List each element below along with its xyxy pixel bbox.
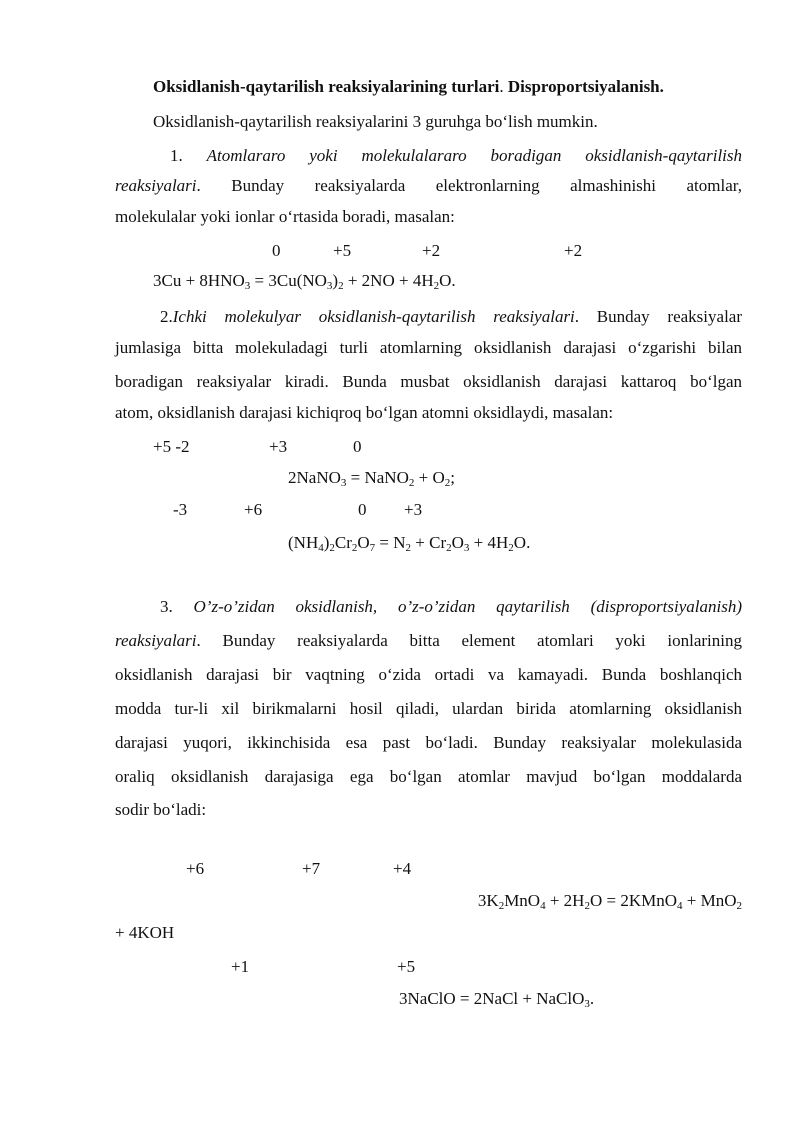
eq4-sub: 2 bbox=[498, 900, 505, 912]
section2-line1 bbox=[160, 307, 742, 327]
section3-heading-b: reaksiyalari bbox=[115, 631, 197, 650]
eq4-sub: 4 bbox=[540, 900, 546, 912]
section3-number: 3. bbox=[160, 597, 194, 616]
eq2-sub: 2 bbox=[408, 477, 415, 489]
title-part2: Disproportsiyalanish. bbox=[507, 77, 664, 96]
eq3-sub: 2 bbox=[446, 542, 452, 554]
eq3-sub: 4 bbox=[318, 542, 324, 554]
eq3-part: O bbox=[451, 533, 464, 552]
section1-line1 bbox=[170, 146, 742, 166]
eq2-sub: 3 bbox=[340, 477, 347, 489]
section1-line3: molekulalar yoki ionlar o‘rtasida boradi, masalan: bbox=[115, 207, 455, 226]
ox-state-cr-dichromate: +6 bbox=[244, 500, 263, 519]
eq4-part: O = 2KMnO bbox=[589, 891, 678, 910]
equation-2 bbox=[288, 468, 455, 488]
eq4-part: + MnO bbox=[682, 891, 737, 910]
eq5-part: . bbox=[589, 989, 595, 1008]
eq3-part: = N bbox=[375, 533, 406, 552]
eq2-part: ; bbox=[450, 468, 455, 487]
eq3-sub: 2 bbox=[351, 542, 358, 554]
equation-1 bbox=[153, 271, 456, 291]
ox-state-cl-naclo3: +5 bbox=[397, 957, 416, 976]
ox-state-nano3: +5 -2 bbox=[153, 437, 190, 456]
section2-line4: atom, oksidlanish darajasi kichiqroq bo‘lgan atomni oksidlaydi, masalan: bbox=[115, 403, 614, 422]
section3-line4: modda tur-li xil birikmalarni hosil qiladi, ulardan birida atomlarning oksidlanish bbox=[115, 699, 742, 718]
eq5-part: 3NaClO = 2NaCl + NaClO bbox=[399, 989, 585, 1008]
eq3-part: + 4H bbox=[469, 533, 509, 552]
eq1-part: + 2NO + 4H bbox=[343, 271, 434, 290]
page-title bbox=[153, 77, 664, 97]
section2-text-a: . Bunday reaksiyalar bbox=[574, 307, 743, 326]
eq4-part: 3K bbox=[477, 891, 499, 910]
eq3-part: O. bbox=[513, 533, 531, 552]
equation-4 bbox=[478, 891, 742, 911]
eq3-sub: 3 bbox=[463, 542, 470, 554]
eq3-sub: 2 bbox=[508, 542, 514, 554]
ox-state-cr2o3: +3 bbox=[404, 500, 423, 519]
section3-line3: oksidlanish darajasi bir vaqtning o‘zida ortadi va kamayadi. Bunda boshlanqich bbox=[115, 665, 742, 684]
eq3-sub: 2 bbox=[329, 542, 335, 554]
ox-state-cu: 0 bbox=[272, 241, 281, 260]
section3-line5: darajasi yuqori, ikkinchisida esa past bo‘ladi. Bunday reaksiyalar molekulasida bbox=[115, 733, 742, 752]
eq1-sub: 2 bbox=[433, 280, 440, 292]
eq1-sub: 3 bbox=[244, 280, 251, 292]
intro-text: Oksidlanish-qaytarilish reaksiyalarini 3 guruhga bo‘lish mumkin. bbox=[153, 112, 598, 131]
eq3-part: O bbox=[357, 533, 370, 552]
eq4-sub: 4 bbox=[677, 900, 683, 912]
ox-state-n-hno3: +5 bbox=[333, 241, 352, 260]
section1-number: 1. bbox=[170, 146, 207, 165]
eq3-part: (NH bbox=[288, 533, 319, 552]
ox-state-cu-product: +2 bbox=[422, 241, 441, 260]
eq4-sub: 2 bbox=[736, 900, 742, 912]
eq1-part: 3Cu + 8HNO bbox=[153, 271, 245, 290]
eq3-sub: 2 bbox=[405, 542, 412, 554]
eq1-part: O. bbox=[439, 271, 456, 290]
ox-state-mn-mno2: +4 bbox=[393, 859, 412, 878]
title-sep: . bbox=[499, 77, 508, 96]
section3-text-a: . Bunday reaksiyalarda bitta element atomlari yoki ionlarining bbox=[196, 631, 742, 650]
ox-state-n2: 0 bbox=[358, 500, 367, 519]
eq1-part: = 3Cu(NO bbox=[250, 271, 327, 290]
eq2-sub: 2 bbox=[444, 477, 451, 489]
eq3-sub: 7 bbox=[369, 542, 376, 554]
ox-state-n-nh4: -3 bbox=[173, 500, 188, 519]
ox-state-mn-kmno4: +7 bbox=[302, 859, 321, 878]
section3-line2 bbox=[115, 631, 742, 651]
ox-state-o2: 0 bbox=[353, 437, 362, 456]
title-part1: Oksidlanish-qaytarilish reaksiyalarining turlari bbox=[153, 77, 500, 96]
equation-5 bbox=[399, 989, 594, 1009]
eq3-part: + Cr bbox=[411, 533, 447, 552]
ox-state-nano2: +3 bbox=[269, 437, 288, 456]
ox-state-cl-naclo: +1 bbox=[231, 957, 250, 976]
eq3-part: ) bbox=[323, 533, 330, 552]
section2-line2: jumlasiga bitta molekuladagi turli atomlarning oksidlanish darajasi o‘zgarishi bilan bbox=[115, 338, 742, 357]
section3-line7: sodir bo‘ladi: bbox=[115, 800, 207, 819]
eq2-part: + O bbox=[414, 468, 445, 487]
equation-3 bbox=[288, 533, 530, 553]
eq4-sub: 2 bbox=[584, 900, 590, 912]
section2-line3: boradigan reaksiyalar kiradi. Bunda musbat oksidlanish darajasi kattaroq bo‘lgan bbox=[115, 372, 742, 391]
eq1-part: ) bbox=[332, 271, 339, 290]
eq3-part: Cr bbox=[334, 533, 352, 552]
ox-state-mn-k2mno4: +6 bbox=[186, 859, 205, 878]
section2-number: 2. bbox=[160, 307, 173, 326]
section1-heading-b: reaksiyalari bbox=[115, 176, 197, 195]
section1-text-a: . Bunday reaksiyalarda elektronlarning almashinishi atomlar, bbox=[196, 176, 742, 195]
eq4-part: MnO bbox=[504, 891, 541, 910]
section2-heading: Ichki molekulyar oksidlanish-qaytarilish reaksiyalari bbox=[172, 307, 575, 326]
section3-line1 bbox=[160, 597, 742, 617]
eq1-sub: 2 bbox=[338, 280, 344, 292]
section1-line2 bbox=[115, 176, 742, 196]
section3-heading: O’z-o’zidan oksidlanish, o’z-o’zidan qaytarilish (disproportsiyalanish) bbox=[193, 597, 743, 616]
eq1-sub: 3 bbox=[326, 280, 333, 292]
section1-heading: Atomlararo yoki molekulalararo boradigan oksidlanish-qaytarilish bbox=[206, 146, 743, 165]
ox-state-n-no: +2 bbox=[564, 241, 583, 260]
eq4-part: + 2H bbox=[545, 891, 585, 910]
eq5-sub: 3 bbox=[584, 998, 590, 1010]
section3-line6: oraliq oksidlanish darajasiga ega bo‘lgan atomlar mavjud bo‘lgan moddalarda bbox=[115, 767, 742, 786]
eq2-part: = NaNO bbox=[346, 468, 409, 487]
eq2-part: 2NaNO bbox=[288, 468, 341, 487]
equation-4-tail: + 4KOH bbox=[115, 923, 175, 942]
